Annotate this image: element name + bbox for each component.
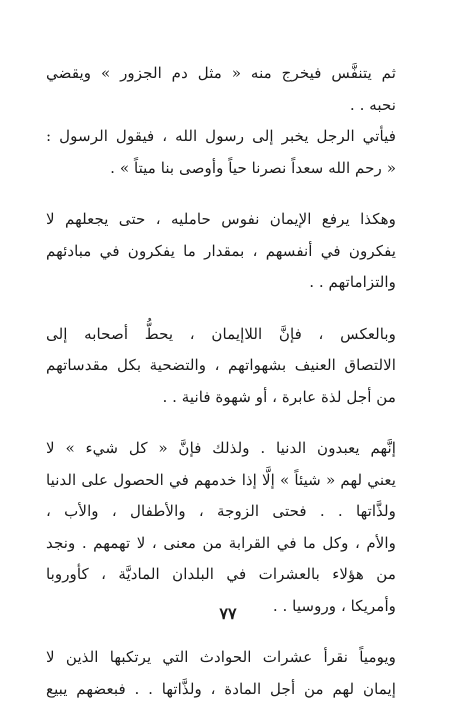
paragraph-4: [46, 319, 396, 414]
text-line: والأم ، وكل ما في القرابة من معنى ، لا تهمهم . ونجد: [46, 528, 396, 560]
paragraph-1: [46, 58, 396, 121]
text-line: والتزاماتهم . .: [46, 267, 396, 299]
text-line: ثم يتنفَّس فيخرج منه « مثل دم الجزور » ويقضي: [46, 58, 396, 90]
page-number: ٧٧: [0, 604, 456, 623]
text-line: يعني لهم « شيئاً » إلَّا إذا خدمهم في الحصول على الدنيا: [46, 465, 396, 497]
text-line: من هؤلاء بالعشرات في البلدان الماديَّة ، كأوروبا: [46, 559, 396, 591]
text-line: إنَّهم يعبدون الدنيا . ولذلك فإنَّ « كل شيء » لا: [46, 433, 396, 465]
text-line: من أجل لذة عابرة ، أو شهوة فانية . .: [46, 382, 396, 414]
text-line: إيمان لهم من أجل المادة ، ولذَّاتها . . فبعضهم يبيع: [46, 674, 396, 705]
text-line: يفكرون في أنفسهم ، بمقدار ما يفكرون في مبادئهم: [46, 236, 396, 268]
text-line: ويومياً نقرأ عشرات الحوادث التي يرتكبها الذين لا: [46, 642, 396, 674]
paragraph-3: [46, 204, 396, 299]
text-line: وهكذا يرفع الإيمان نفوس حامليه ، حتى يجعلهم لا: [46, 204, 396, 236]
text-line: الالتصاق العنيف بشهواتهم ، والتضحية بكل مقدساتهم: [46, 350, 396, 382]
text-line: ولذَّاتها . . فحتى الزوجة ، والأطفال ، والأب ،: [46, 496, 396, 528]
text-line: وبالعكس ، فإنَّ اللاإيمان ، يحطُّ أصحابه إلى: [46, 319, 396, 351]
text-line: نحبه . .: [46, 90, 396, 122]
text-line: فيأتي الرجل يخبر إلى رسول الله ، فيقول الرسول :: [46, 121, 396, 153]
paragraph-5: [46, 433, 396, 622]
paragraph-6: [46, 642, 396, 705]
paragraph-2: [46, 121, 396, 184]
text-line: « رحم الله سعداً نصرنا حياً وأوصى بنا ميتاً » .: [46, 153, 396, 185]
text-line: وأمريكا ، وروسيا . .: [46, 591, 396, 623]
